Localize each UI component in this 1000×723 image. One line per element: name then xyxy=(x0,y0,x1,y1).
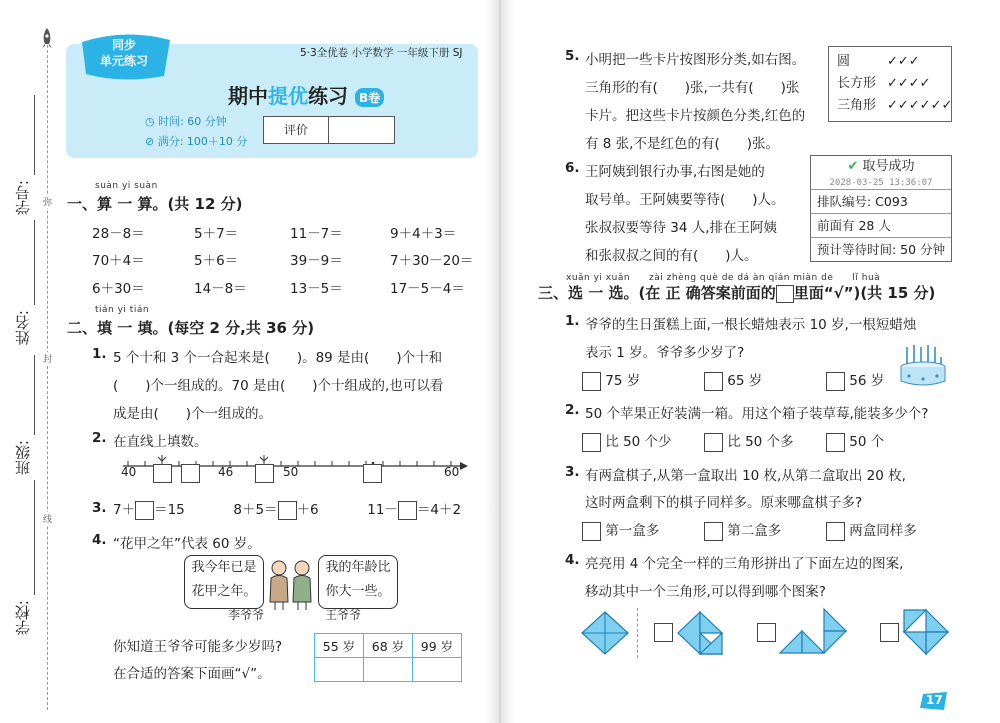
sync-badge xyxy=(78,32,174,82)
page-title xyxy=(228,80,384,109)
option[interactable] xyxy=(704,369,762,391)
c1-line2: 表示 1 岁。爷爷多少岁了? xyxy=(585,345,745,361)
ticket-time: 2028-03-25 13:36:07 xyxy=(829,178,933,188)
title-box-icon xyxy=(776,285,794,303)
q2-number: 2. xyxy=(92,430,107,446)
book-spine xyxy=(485,0,515,723)
q3-c: 8＋5＝ xyxy=(233,502,278,518)
seal-mark-2: 封 xyxy=(43,352,52,365)
binding-dash-line xyxy=(47,30,48,710)
tick-label: 46 xyxy=(218,465,234,479)
page-number: 17 xyxy=(926,693,943,707)
tick-label: 50 xyxy=(283,465,299,479)
checkbox[interactable] xyxy=(582,372,601,391)
check-circle-icon: ⊘ xyxy=(145,135,155,148)
option-label: 56 岁 xyxy=(849,373,885,389)
score-info xyxy=(145,133,247,149)
section1-title: 一、算 一 算。(共 12 分) xyxy=(67,195,243,213)
c4-line1: 亮亮用 4 个完全一样的三角形拼出了下面左边的图案, xyxy=(585,556,904,572)
calc-item[interactable]: 7＋30－20＝ xyxy=(390,253,474,269)
name-label: 姓名: xyxy=(14,310,32,346)
evaluation-label: 评价 xyxy=(264,117,329,143)
bubble-right-line2: 你大一些。 xyxy=(325,584,391,599)
section3-title-b: 里面“√”)(共 15 分) xyxy=(793,284,936,302)
calc-item[interactable]: 70＋4＝ xyxy=(92,253,145,269)
cake-icon xyxy=(897,343,949,391)
option-label: 50 个 xyxy=(849,434,885,450)
q1-line2: ( )个一组成的。70 是由( )个十组成的,也可以看 xyxy=(113,378,444,394)
q2-text: 在直线上填数。 xyxy=(113,434,208,450)
number-line[interactable] xyxy=(34,95,35,175)
q4-hint: 在合适的答案下面画“√”。 xyxy=(113,666,271,682)
answer-box[interactable] xyxy=(153,464,172,483)
checkbox[interactable] xyxy=(704,433,723,452)
time-info xyxy=(145,113,227,129)
tally-ticks: ✓✓✓ xyxy=(887,54,920,69)
title-part-1: 期中 xyxy=(228,84,268,108)
school-line[interactable] xyxy=(34,480,35,595)
checkbox[interactable] xyxy=(880,623,899,642)
c3-number: 3. xyxy=(565,464,580,480)
checkbox[interactable] xyxy=(757,623,776,642)
q3-b: ＝15 xyxy=(154,502,185,518)
pattern-divider xyxy=(637,608,638,658)
answer-box[interactable] xyxy=(255,464,274,483)
option[interactable] xyxy=(582,369,640,391)
triangle-pattern-option-a xyxy=(676,610,726,656)
section2-title: 二、填 一 填。(每空 2 分,共 36 分) xyxy=(67,319,315,337)
badge-line2: 单元练习 xyxy=(100,54,149,68)
green-check-icon: ✔ xyxy=(847,159,859,174)
section1-pinyin: suàn yi suàn xyxy=(95,181,158,191)
queue-ticket xyxy=(810,155,952,262)
option[interactable] xyxy=(826,430,884,452)
q4-number: 4. xyxy=(92,532,107,548)
calc-item[interactable]: 14－8＝ xyxy=(194,281,247,297)
q1-number: 1. xyxy=(92,346,107,362)
name-right: 王爷爷 xyxy=(325,608,362,622)
c4-number: 4. xyxy=(565,552,580,568)
age-option: 99 岁 xyxy=(413,634,462,658)
q3-a: 7＋ xyxy=(113,502,136,518)
speech-bubble-right xyxy=(318,555,398,609)
q5-number: 5. xyxy=(565,48,580,64)
tally-shape: 长方形 xyxy=(837,76,877,91)
seal-mark-1: 弥 xyxy=(43,195,52,208)
c2-number: 2. xyxy=(565,402,580,418)
calc-item[interactable]: 5＋6＝ xyxy=(194,253,239,269)
calc-item[interactable]: 9＋4＋3＝ xyxy=(390,226,457,242)
calc-item[interactable]: 39－9＝ xyxy=(290,253,343,269)
clock-icon: ◷ xyxy=(145,115,155,128)
section2-pinyin: tián yi tián xyxy=(95,305,150,315)
score-text: 满分: 100＋10 分 xyxy=(157,135,248,148)
option[interactable] xyxy=(704,519,781,541)
calc-item[interactable]: 6＋30＝ xyxy=(92,281,145,297)
seal-mark-3: 线 xyxy=(43,512,52,525)
option-label: 比 50 个多 xyxy=(727,434,794,450)
speech-bubble-left xyxy=(184,555,264,609)
ticket-ahead: 前面有 28 人 xyxy=(811,213,951,237)
option[interactable] xyxy=(582,430,672,452)
checkbox[interactable] xyxy=(582,522,601,541)
triangle-pattern-option-b xyxy=(778,605,860,655)
q1-line3: 成是由( )个一组成的。 xyxy=(113,406,273,422)
tally-shape: 三角形 xyxy=(837,98,877,113)
tally-ticks: ✓✓✓✓✓✓ xyxy=(887,98,953,113)
c4-line2: 移动其中一个三角形,可以得到哪个图案? xyxy=(585,584,826,600)
answer-box[interactable] xyxy=(278,501,297,520)
ticket-title: 取号成功 xyxy=(862,159,915,174)
rocket-icon xyxy=(40,28,54,50)
option-label: 75 岁 xyxy=(605,373,641,389)
option[interactable] xyxy=(704,430,794,452)
q3-number: 3. xyxy=(92,500,107,516)
calc-item[interactable]: 11－7＝ xyxy=(290,226,343,242)
age-option: 68 岁 xyxy=(364,634,413,658)
answer-box[interactable] xyxy=(135,501,154,520)
q3-f: ＝4＋2 xyxy=(416,502,462,518)
q6-line3: 张叔叔要等待 34 人,排在王阿姨 xyxy=(585,220,778,236)
answer-box[interactable] xyxy=(363,464,382,483)
checkbox[interactable] xyxy=(704,372,723,391)
q4-ask: 你知道王爷爷可能多少岁吗? xyxy=(113,639,283,655)
calc-item[interactable]: 5＋7＝ xyxy=(194,226,239,242)
c3-line1: 有两盒棋子,从第一盒取出 10 枚,从第二盒取出 20 枚, xyxy=(585,468,906,484)
tally-row xyxy=(837,95,953,117)
tick-label: 40 xyxy=(121,465,137,479)
q5-line1: 小明把一些卡片按图形分类,如右图。 xyxy=(585,52,806,68)
title-part-2: 提优 xyxy=(268,84,308,108)
q6-line1: 王阿姨到银行办事,右图是她的 xyxy=(585,164,765,180)
c2-text: 50 个苹果正好装满一箱。用这个箱子装草莓,能装多少个? xyxy=(585,406,929,422)
badge-line1: 同步 xyxy=(112,38,137,52)
option-label: 65 岁 xyxy=(727,373,763,389)
title-part-3: 练习 xyxy=(308,84,348,108)
number-label: 学号: xyxy=(14,180,32,216)
age-option: 55 岁 xyxy=(315,634,364,658)
tally-row xyxy=(837,73,943,95)
q3-d: ＋6 xyxy=(296,502,319,518)
tally-shape: 圆 xyxy=(837,54,851,69)
c1-line1: 爷爷的生日蛋糕上面,一根长蜡烛表示 10 岁,一根短蜡烛 xyxy=(585,317,917,333)
ticket-number: 排队编号: C093 xyxy=(811,189,951,213)
ticket-wait: 预计等待时间: 50 分钟 xyxy=(811,237,951,261)
q6-line2: 取号单。王阿姨要等待( )人。 xyxy=(585,192,785,208)
option-label: 两盒同样多 xyxy=(849,523,917,539)
triangle-pattern-option-c xyxy=(902,608,952,656)
evaluation-box xyxy=(263,116,395,144)
name-left: 李爷爷 xyxy=(228,608,265,622)
q5-line3: 卡片。把这些卡片按颜色分类,红色的 xyxy=(585,108,806,124)
age-check-cell[interactable] xyxy=(413,658,462,682)
option-label: 第二盒多 xyxy=(727,523,782,539)
grandpas-illustration xyxy=(262,558,318,610)
school-label: 学校: xyxy=(14,600,32,636)
option-label: 比 50 个少 xyxy=(605,434,672,450)
class-line[interactable] xyxy=(34,355,35,435)
name-line[interactable] xyxy=(34,220,35,305)
checkbox[interactable] xyxy=(826,433,845,452)
answer-box[interactable] xyxy=(398,501,417,520)
page-number-badge xyxy=(920,690,950,712)
checkbox[interactable] xyxy=(654,623,673,642)
checkbox[interactable] xyxy=(704,522,723,541)
option[interactable] xyxy=(582,519,659,541)
bubble-left-line2: 花甲之年。 xyxy=(191,584,257,599)
bubble-right-line1: 我的年龄比 xyxy=(325,560,391,575)
tick-label: 60 xyxy=(444,465,460,479)
q3-equations xyxy=(113,498,461,520)
c3-line2: 这时两盒剩下的棋子同样多。原来哪盒棋子多? xyxy=(585,495,863,511)
checkbox[interactable] xyxy=(582,433,601,452)
series-info: 5·3全优卷 小学数学 一年级下册 SJ xyxy=(300,47,463,59)
option[interactable] xyxy=(826,519,917,541)
tally-row xyxy=(837,51,943,73)
shape-tally-table xyxy=(828,46,952,122)
triangle-pattern-original xyxy=(580,610,630,656)
q4-text: “花甲之年”代表 60 岁。 xyxy=(113,536,261,552)
evaluation-field[interactable] xyxy=(329,117,393,143)
calc-item[interactable]: 28－8＝ xyxy=(92,226,145,242)
option[interactable] xyxy=(826,369,884,391)
q6-number: 6. xyxy=(565,160,580,176)
calc-item[interactable]: 13－5＝ xyxy=(290,281,343,297)
q5-line2: 三角形的有( )张,一共有( )张 xyxy=(585,80,800,96)
section3-title-a: 三、选 一 选。(在 正 确答案前面的 xyxy=(538,284,776,302)
bubble-left-line1: 我今年已是 xyxy=(191,560,257,575)
number-line-figure xyxy=(118,452,468,490)
age-check-cell[interactable] xyxy=(315,658,364,682)
tally-ticks: ✓✓✓✓ xyxy=(887,76,931,91)
ticket-header xyxy=(811,156,951,178)
class-label: 班级: xyxy=(14,440,32,476)
calc-item[interactable]: 17－5－4＝ xyxy=(390,281,465,297)
checkbox[interactable] xyxy=(826,372,845,391)
answer-box[interactable] xyxy=(181,464,200,483)
q6-line4: 和张叔叔之间的有( )人。 xyxy=(585,248,758,264)
c1-number: 1. xyxy=(565,313,580,329)
section3-pinyin: xuǎn yi xuǎn zài zhèng què de dá àn qián miàn de lǐ huà xyxy=(566,273,881,283)
age-check-cell[interactable] xyxy=(364,658,413,682)
version-tag: B卷 xyxy=(355,88,384,107)
q3-e: 11－ xyxy=(367,502,398,518)
age-answer-table xyxy=(314,633,462,682)
section3-title xyxy=(538,282,935,303)
q5-line4: 有 8 张,不是红色的有( )张。 xyxy=(585,136,779,152)
checkbox[interactable] xyxy=(826,522,845,541)
time-text: 时间: 60 分钟 xyxy=(158,115,227,128)
option-label: 第一盒多 xyxy=(605,523,660,539)
q1-line1: 5 个十和 3 个一合起来是( )。89 是由( )个十和 xyxy=(113,350,443,366)
